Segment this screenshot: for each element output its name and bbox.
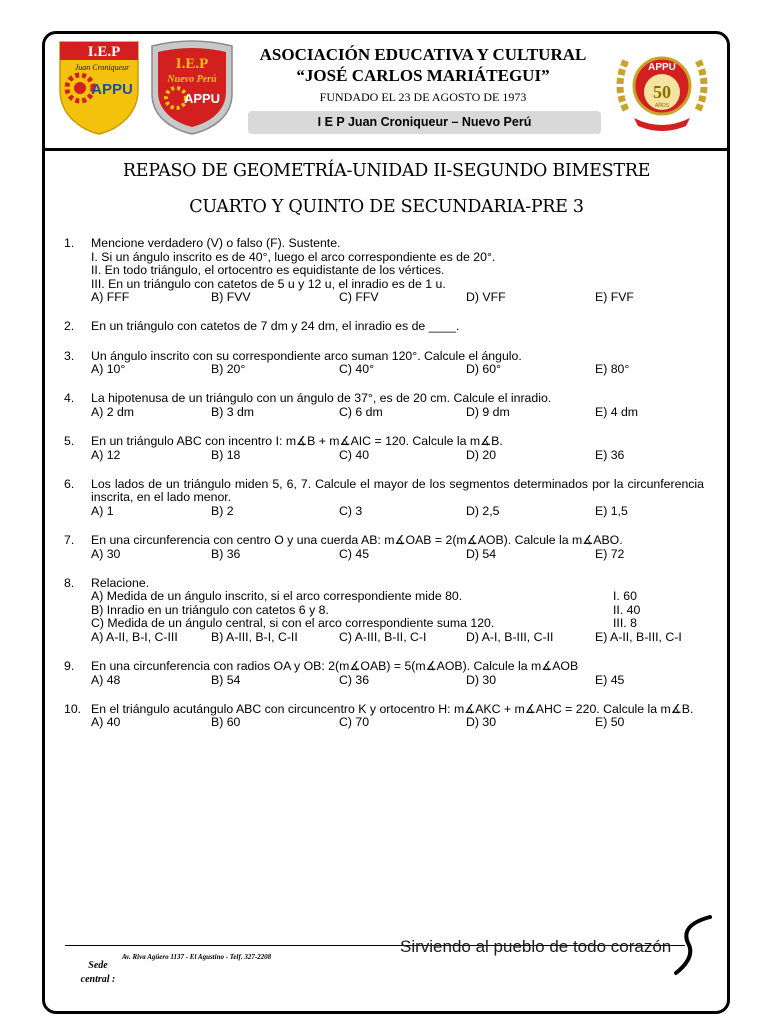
- option-e: E) FVF: [595, 290, 634, 305]
- option-a: A) 40: [91, 715, 121, 730]
- option-c: C) 45: [339, 546, 370, 561]
- option-e: E) 36: [595, 447, 625, 462]
- option-b: B) 2: [211, 503, 234, 518]
- option-d: D) 9 dm: [466, 404, 510, 419]
- option-c: C) FFV: [339, 290, 379, 305]
- option-e: E) A-II, B-III, C-I: [595, 629, 682, 644]
- campus-bar: I E P Juan Croniqueur – Nuevo Perú: [248, 111, 601, 134]
- question-number: 1.: [64, 236, 75, 250]
- option-a: A) A-II, B-I, C-III: [91, 629, 178, 644]
- question-text: La hipotenusa de un triángulo con un ángulo de 37°, es de 20 cm. Calcule el inradio.: [91, 391, 552, 406]
- statement-1: I. Si un ángulo inscrito es de 40°, luego el arco correspondiente es de 20°.: [91, 249, 496, 264]
- option-a: A) 30: [91, 546, 121, 561]
- logo-sub-text: Juan Croniqueur: [74, 63, 130, 72]
- question-number: 8.: [64, 575, 75, 590]
- question-1: [64, 237, 704, 305]
- option-d: D) 60°: [466, 362, 501, 377]
- relation-row: [64, 590, 704, 604]
- question-list: [64, 237, 704, 745]
- option-d: D) 20: [466, 447, 497, 462]
- question-text: En el triángulo acutángulo ABC con circuncentro K y ortocentro H: m∡AKC + m∡AHC = 220. Calcule la m∡B.: [91, 701, 694, 716]
- question-text: En un triángulo ABC con incentro I: m∡B + m∡AIC = 120. Calcule la m∡B.: [91, 433, 503, 448]
- question-number: 6.: [64, 476, 75, 491]
- question-number: 5.: [64, 433, 75, 448]
- question-text: En un triángulo con catetos de 7 dm y 24 dm, el inradio es de ____.: [91, 319, 460, 334]
- option-e: E) 72: [595, 546, 625, 561]
- footer-address: Av. Riva Agüero 1137 - El Agustino - Telf. 327-2208: [122, 953, 272, 961]
- question-2: [64, 320, 704, 334]
- swoosh-icon: [670, 915, 714, 977]
- option-c: C) 70: [339, 715, 370, 730]
- option-b: B) 60: [211, 715, 241, 730]
- option-e: E) 50: [595, 715, 625, 730]
- answer-options: [64, 716, 704, 730]
- header-divider: [45, 148, 728, 151]
- option-a: A) 1: [91, 503, 114, 518]
- question-number: 3.: [64, 348, 75, 363]
- association-heading: [248, 44, 598, 86]
- relation-left: A) Medida de un ángulo inscrito, si el arco correspondiente mide 80.: [91, 589, 463, 604]
- relation-right: III. 8: [613, 616, 637, 631]
- question-8: [64, 577, 704, 645]
- exam-subtitle: CUARTO Y QUINTO DE SECUNDARIA-PRE 3: [189, 197, 584, 217]
- anniversary-label: AÑOS: [654, 103, 670, 109]
- option-a: A) 10°: [91, 362, 126, 377]
- option-b: B) A-III, B-I, C-II: [211, 629, 298, 644]
- option-b: B) 54: [211, 672, 241, 687]
- logo-top-text: I.E.P: [175, 56, 209, 72]
- question-text: Los lados de un triángulo miden 5, 6, 7. Calcule el mayor de los segmentos determinados por la circunferencia inscrita, en el lado menor.: [91, 476, 704, 505]
- relation-left: C) Medida de un ángulo central, si con el arco correspondiente suma 120.: [91, 616, 495, 631]
- option-b: B) 3 dm: [211, 404, 255, 419]
- option-c: C) 40°: [339, 362, 374, 377]
- footer-sede-label: Sede central :: [80, 960, 116, 985]
- option-c: C) A-III, B-II, C-I: [339, 629, 427, 644]
- option-d: D) VFF: [466, 290, 506, 305]
- question-number: 10.: [64, 701, 82, 716]
- question-10: [64, 703, 704, 730]
- question-number: 4.: [64, 391, 75, 406]
- option-c: C) 40: [339, 447, 370, 462]
- question-7: [64, 534, 704, 561]
- relation-row: [64, 604, 704, 618]
- option-b: B) FVV: [211, 290, 251, 305]
- association-name: ASOCIACIÓN EDUCATIVA Y CULTURAL: [259, 45, 587, 64]
- relation-right: II. 40: [613, 602, 641, 617]
- answer-options: [64, 291, 704, 305]
- anniversary-number: 50: [653, 82, 671, 102]
- question-text: Relacione.: [91, 575, 150, 590]
- option-a: A) FFF: [91, 290, 130, 305]
- answer-options: [64, 674, 704, 688]
- option-d: D) A-I, B-III, C-II: [466, 629, 554, 644]
- question-text: En una circunferencia con centro O y una cuerda AB: m∡OAB = 2(m∡AOB). Calcule la m∡ABO.: [91, 532, 623, 547]
- option-d: D) 2,5: [466, 503, 500, 518]
- question-text: Mencione verdadero (V) o falso (F). Sustente.: [91, 236, 341, 250]
- answer-options: [64, 505, 704, 519]
- question-5: [64, 435, 704, 462]
- answer-options: [64, 406, 704, 420]
- question-3: [64, 350, 704, 377]
- option-b: B) 36: [211, 546, 241, 561]
- relation-row: [64, 617, 704, 631]
- option-a: A) 2 dm: [91, 404, 135, 419]
- option-e: E) 80°: [595, 362, 630, 377]
- answer-options: [64, 363, 704, 377]
- answer-options: [64, 449, 704, 463]
- option-c: C) 6 dm: [339, 404, 383, 419]
- statement-3: III. En un triángulo con catetos de 5 u y 12 u, el inradio es de 1 u.: [91, 276, 446, 291]
- footer-slogan: Sirviendo al pueblo de todo corazón: [400, 937, 672, 956]
- founded-date: FUNDADO EL 23 DE AGOSTO DE 1973: [319, 90, 527, 104]
- option-e: E) 1,5: [595, 503, 628, 518]
- option-a: A) 48: [91, 672, 121, 687]
- logo-top-text: I.E.P: [87, 44, 121, 60]
- option-e: E) 45: [595, 672, 625, 687]
- exam-title: REPASO DE GEOMETRÍA-UNIDAD II-SEGUNDO BIMESTRE: [122, 161, 651, 181]
- option-d: D) 30: [466, 672, 497, 687]
- school-logo-juan-croniqueur: [56, 38, 142, 136]
- school-logo-nuevo-peru: [146, 38, 238, 136]
- school-name: “JOSÉ CARLOS MARIÁTEGUI”: [296, 66, 550, 85]
- option-d: D) 54: [466, 546, 497, 561]
- logo-brand-text: APPU: [648, 62, 676, 73]
- question-number: 7.: [64, 532, 75, 547]
- logo-sub-text: Nuevo Perú: [167, 74, 217, 85]
- question-9: [64, 660, 704, 687]
- logo-brand-text: APPU: [183, 91, 221, 106]
- relation-left: B) Inradio en un triángulo con catetos 6 y 8.: [91, 602, 329, 617]
- logo-brand-text: APPU: [91, 81, 133, 98]
- question-number: 2.: [64, 319, 75, 334]
- option-b: B) 18: [211, 447, 241, 462]
- question-text: Un ángulo inscrito con su correspondiente arco suman 120°. Calcule el ángulo.: [91, 348, 522, 363]
- question-4: [64, 392, 704, 419]
- question-number: 9.: [64, 659, 75, 674]
- option-c: C) 3: [339, 503, 363, 518]
- statement-2: II. En todo triángulo, el ortocentro es equidistante de los vértices.: [91, 263, 445, 278]
- option-e: E) 4 dm: [595, 404, 639, 419]
- relation-right: I. 60: [613, 589, 637, 604]
- option-c: C) 36: [339, 672, 370, 687]
- question-6: [64, 478, 704, 519]
- answer-options: [64, 548, 704, 562]
- anniversary-logo: [612, 40, 712, 136]
- answer-options: [64, 631, 704, 645]
- question-text: En una circunferencia con radios OA y OB: 2(m∡OAB) = 5(m∡AOB). Calcule la m∡AOB: [91, 659, 579, 674]
- option-a: A) 12: [91, 447, 121, 462]
- option-b: B) 20°: [211, 362, 246, 377]
- option-d: D) 30: [466, 715, 497, 730]
